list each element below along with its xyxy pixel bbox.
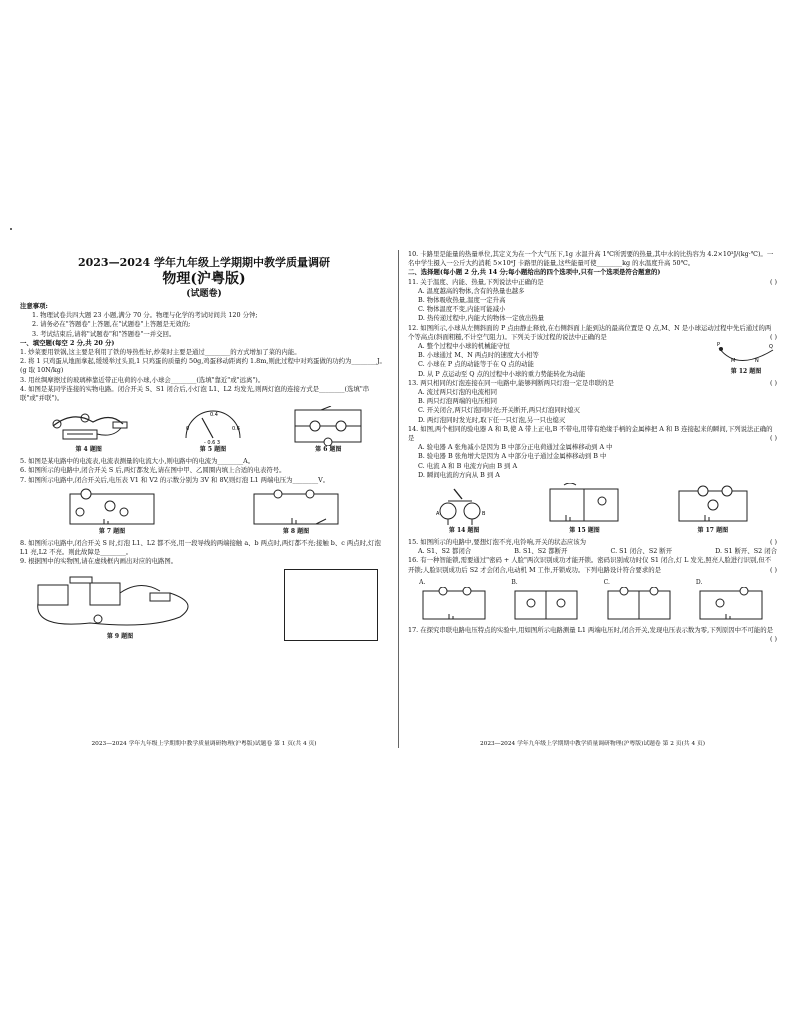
- svg-text:- 0.6 3: - 0.6 3: [203, 440, 221, 447]
- paper-type: (试题卷): [186, 289, 222, 299]
- choice-label: D.: [695, 578, 703, 586]
- option-a: A. 流过两只灯泡的电流相同: [418, 388, 497, 397]
- option-a: A. 验电器 A 张角减小是因为 B 中部分正电荷通过金属棒移动到 A 中: [418, 443, 613, 452]
- figure-4-caption: 第 4 题图: [75, 446, 102, 454]
- figure-17-circuit: [673, 483, 753, 527]
- figure-14-caption: 第 14 题图: [448, 527, 480, 535]
- figure-9-caption: 第 9 题图: [106, 633, 134, 641]
- option-b: B. 物体吸收热量,温度一定升高: [418, 296, 506, 305]
- figure-17-caption: 第 17 题图: [697, 527, 729, 535]
- answer-parens: ( ): [769, 434, 777, 443]
- page-2-footer: 2023—2024 学年九年级上学期期中教学质量调研物理(沪粤版)试题卷 第 2 页(共 4 页): [479, 741, 706, 747]
- exam-sheet: [20, 250, 777, 748]
- option-a: A. S1、S2 都闭合: [418, 547, 472, 556]
- svg-text:B: B: [482, 511, 486, 518]
- option-c: C. S1 闭合、S2 断开: [610, 547, 673, 556]
- page-1: [20, 250, 388, 748]
- circuit-drawing-box[interactable]: [284, 569, 378, 641]
- choice-label: C.: [603, 578, 610, 586]
- figure-4: [43, 408, 135, 454]
- question-4: 4. 如图是某同学连接的实物电路。闭合开关 S、S1 闭合后,小灯泡 L1、L2 均发光,则两灯泡的连接方式是________(选填"串联"或"并联")。: [20, 384, 370, 403]
- svg-text:0.6: 0.6: [231, 426, 240, 433]
- figure-row: [20, 488, 388, 536]
- ammeter-drawing: [180, 408, 246, 446]
- option-d: D. 热传递过程中,内能大的物体一定放出热量: [418, 314, 545, 323]
- figure-row: [20, 406, 388, 454]
- note-item: 1. 物理试卷共四大题 23 小题,满分 70 分。物理与化学的考试时间共 120 分钟;: [32, 311, 258, 320]
- question-8: 8. 如图所示电路中,闭合开关 S 时,灯泡 L1、L2 都不亮,用一段导线的两端接触 a、b 两点时,两灯都不亮;接触 b、c 两点时,灯泡 L1 亮,L2 不亮。则此故障是________。: [20, 538, 381, 557]
- option-a: A. 温度越高的物体,含有的热量也越多: [418, 286, 525, 295]
- question-13: [408, 379, 777, 388]
- figure-6-circuit: [291, 406, 365, 446]
- answer-parens: ( ): [769, 277, 777, 286]
- answer-parens: ( ): [769, 538, 777, 547]
- option-c: C. 小球在 P 点的动能等于在 Q 点的动能: [418, 360, 534, 369]
- answer-parens: ( ): [769, 332, 777, 341]
- svg-text:N: N: [755, 358, 759, 365]
- question-6: 6. 如图所示的电路中,闭合开关 S 后,两灯都发光,请在图中甲、乙圆圈内填上合适的电表符号。: [20, 466, 286, 475]
- electroscope-drawing: [432, 483, 496, 527]
- option-b: B. S1、S2 都断开: [514, 547, 568, 556]
- choice-c-circuit: [604, 578, 674, 623]
- figure-row: [408, 483, 777, 535]
- question-13-stem: 13. 两只相同的灯泡连接在同一电路中,能够判断两只灯泡一定是串联的是: [408, 378, 614, 387]
- figure-7-circuit: [64, 488, 160, 528]
- figure-6-caption: 第 6 题图: [315, 446, 342, 454]
- figure-6: [291, 406, 365, 454]
- option-d: D. 从 P 点运动至 Q 点的过程中小球的重力势能转化为动能: [418, 369, 586, 378]
- figure-5: [180, 408, 246, 454]
- circuit-b-drawing: [511, 587, 581, 623]
- figure-8-caption: 第 8 题图: [282, 527, 310, 535]
- choice-b-circuit: [511, 578, 581, 623]
- figure-9: [30, 573, 210, 641]
- question-12-body: [408, 342, 777, 379]
- question-5: 5. 如图是某电路中的电流表,电流表测量的电流大小,则电路中的电流为________A。: [20, 457, 255, 466]
- figure-12-slope: [715, 342, 777, 368]
- page-divider: [398, 250, 399, 748]
- svg-text:0.4: 0.4: [209, 412, 218, 419]
- option-d: D. 瞬间电流的方向从 B 到 A: [418, 470, 500, 479]
- question-11: [408, 278, 777, 287]
- option-b: B. 两只灯泡两端的电压相同: [418, 397, 498, 406]
- choice-a-circuit: [419, 578, 489, 623]
- question-2: 2. 将 1 只鸡蛋从地面拿起,缓缓举过头顶,1 只鸡蛋的质量约 50g,鸡蛋移动距离约 1.8m,则此过程中对鸡蛋做的功约为________J。(g 取 10N/kg): [20, 357, 386, 375]
- figure-12: [715, 342, 777, 379]
- question-17-stem: 17. 在探究串联电路电压特点的实验中,用如图所示电路测量 L1 两端电压时,闭合开关,发现电压表示数为零,下列原因中不可能的是: [408, 626, 774, 635]
- figure-17: [673, 483, 753, 535]
- question-12-options: [408, 342, 715, 379]
- question-16: [408, 556, 777, 574]
- question-10: 10. 卡路里是能量的热量单位,其定义为在一个大气压下,1g 水温升高 1℃所需要的热量,其中水的比热容为 4.2×10³J/(kg·℃)。一名中学生摄入一公斤大约消耗 5×10⁶J 卡路里的能量,这些能量可使________kg 的水温度升高 50℃。: [408, 250, 774, 268]
- figure-9-apparatus: [30, 573, 210, 633]
- question-16-choices: [408, 578, 777, 623]
- question-15: [408, 538, 777, 547]
- answer-parens: ( ): [769, 565, 777, 574]
- choice-d-circuit: [696, 578, 766, 623]
- option-d: D. S1 断开、S2 闭合: [715, 547, 777, 556]
- option-b: B. 小球通过 M、N 两点时的速度大小相等: [418, 351, 539, 360]
- svg-text:M: M: [731, 358, 736, 365]
- question-7: 7. 如图所示电路中,闭合开关后,电压表 V1 和 V2 的示数分别为 3V 和 8V,则灯泡 L1 两端电压为________V。: [20, 475, 330, 484]
- question-14-stem: 14. 如图,两个相同的验电器 A 和 B,使 A 带上正电,B 不带电,用带有绝缘手柄的金属棒把 A 和 B 连接起来的瞬间,下列说法正确的是: [408, 424, 773, 443]
- exam-title: 2023—2024 学年九年级上学期期中教学质量调研: [77, 256, 331, 269]
- note-item: 3. 考试结束后,请将"试题卷"和"答题卷"一并交回。: [32, 329, 176, 338]
- figure-15-circuit: [544, 483, 624, 527]
- answer-parens: ( ): [769, 635, 777, 644]
- circuit-d-drawing: [696, 587, 766, 623]
- figure-8-circuit: [248, 488, 344, 528]
- figure-12-caption: 第 12 题图: [730, 368, 762, 376]
- option-c: C. 开关闭合,两只灯泡同时亮;开关断开,两只灯泡同时熄灭: [418, 406, 580, 415]
- svg-text:P: P: [717, 342, 721, 349]
- question-14: [408, 425, 777, 443]
- circuit-a-drawing: [419, 587, 489, 623]
- option-d: D. 两灯泡同时发光时,取下任一只灯泡,另一只也熄灭: [418, 415, 566, 424]
- question-15-stem: 15. 如图所示的电路中,要想灯泡不亮,电铃响,开关的状态应该为: [408, 538, 587, 547]
- figure-8: [248, 488, 344, 536]
- figure-7-caption: 第 7 题图: [98, 527, 126, 535]
- option-c: C. 物体温度不变,内能可能减小: [418, 305, 506, 314]
- question-16-stem: 16. 有一种智能锁,需要通过"密码 + 人脸"两次识别成功才能开锁。密码识别成功时仅 S1 闭合,灯 L 发光,照亮人脸进行识别,但不开锁;人脸识别成功后 S2 才会闭合,电动机 M 工作,开锁成功。下列电路设计符合要求的是: [408, 556, 772, 574]
- figure-15-caption: 第 15 题图: [569, 527, 600, 535]
- option-c: C. 电流 A 和 B 电流方向由 B 到 A: [418, 461, 518, 470]
- figure-row: [20, 569, 388, 641]
- figure-7: [64, 488, 160, 536]
- svg-text:A: A: [436, 511, 440, 518]
- question-12-stem: 12. 如图所示,小球从左侧斜面的 P 点由静止释放,在右侧斜面上能到达的最高位置是 Q 点,M、N 是小球运动过程中先后通过的两个等高点(斜面粗糙,不计空气阻力)。下列关于该过程的说法中正确的是: [408, 323, 772, 341]
- option-a: A. 整个过程中小球的机械能守恒: [418, 342, 510, 351]
- circuit-c-drawing: [604, 587, 674, 623]
- notes-heading: 注意事项:: [20, 302, 48, 310]
- question-9: 9. 根据图中的实物图,请在虚线框内画出对应的电路图。: [20, 557, 178, 566]
- section-heading: 一、填空题(每空 2 分,共 20 分): [20, 338, 115, 347]
- figure-15: [544, 483, 624, 535]
- question-3: 3. 用丝绸摩擦过的玻璃棒靠近带正电荷的小球,小球会________(选填"靠近"或"远离")。: [20, 375, 265, 384]
- question-11-stem: 11. 关于温度、内能、热量,下列说法中正确的是: [408, 277, 544, 286]
- question-17: [408, 626, 777, 644]
- question-1: 1. 炒菜要用铁锅,这主要是利用了铁的导热性好,炒菜时主要是通过________的方式增加了菜的内能。: [20, 348, 301, 357]
- page-2: [408, 250, 777, 748]
- figure-4-drawing: [43, 408, 135, 446]
- answer-parens: ( ): [769, 378, 777, 387]
- figure-14: [432, 483, 496, 535]
- choice-label: B.: [511, 578, 518, 586]
- section-heading: 二、选择题(每小题 2 分,共 14 分;每小题给出的四个选项中,只有一个选项是符合题意的): [408, 268, 661, 277]
- figure-5-caption: 第 5 题图: [199, 446, 227, 454]
- scan-speck: [10, 228, 12, 230]
- question-12: [408, 324, 777, 342]
- exam-subject: 物理(沪粤版): [162, 271, 246, 287]
- note-item: 2. 请务必在"答题卷"上答题,在"试题卷"上答题是无效的;: [32, 320, 191, 329]
- choice-label: A.: [419, 578, 426, 586]
- svg-text:Q: Q: [769, 344, 773, 351]
- page-1-footer: 2023—2024 学年九年级上学期期中教学质量调研物理(沪粤版)试题卷 第 1 页(共 4 页): [91, 741, 317, 747]
- svg-text:0: 0: [185, 426, 190, 433]
- option-b: B. 验电器 B 张角增大是因为 A 中部分电子通过金属棒移动到 B 中: [418, 452, 607, 461]
